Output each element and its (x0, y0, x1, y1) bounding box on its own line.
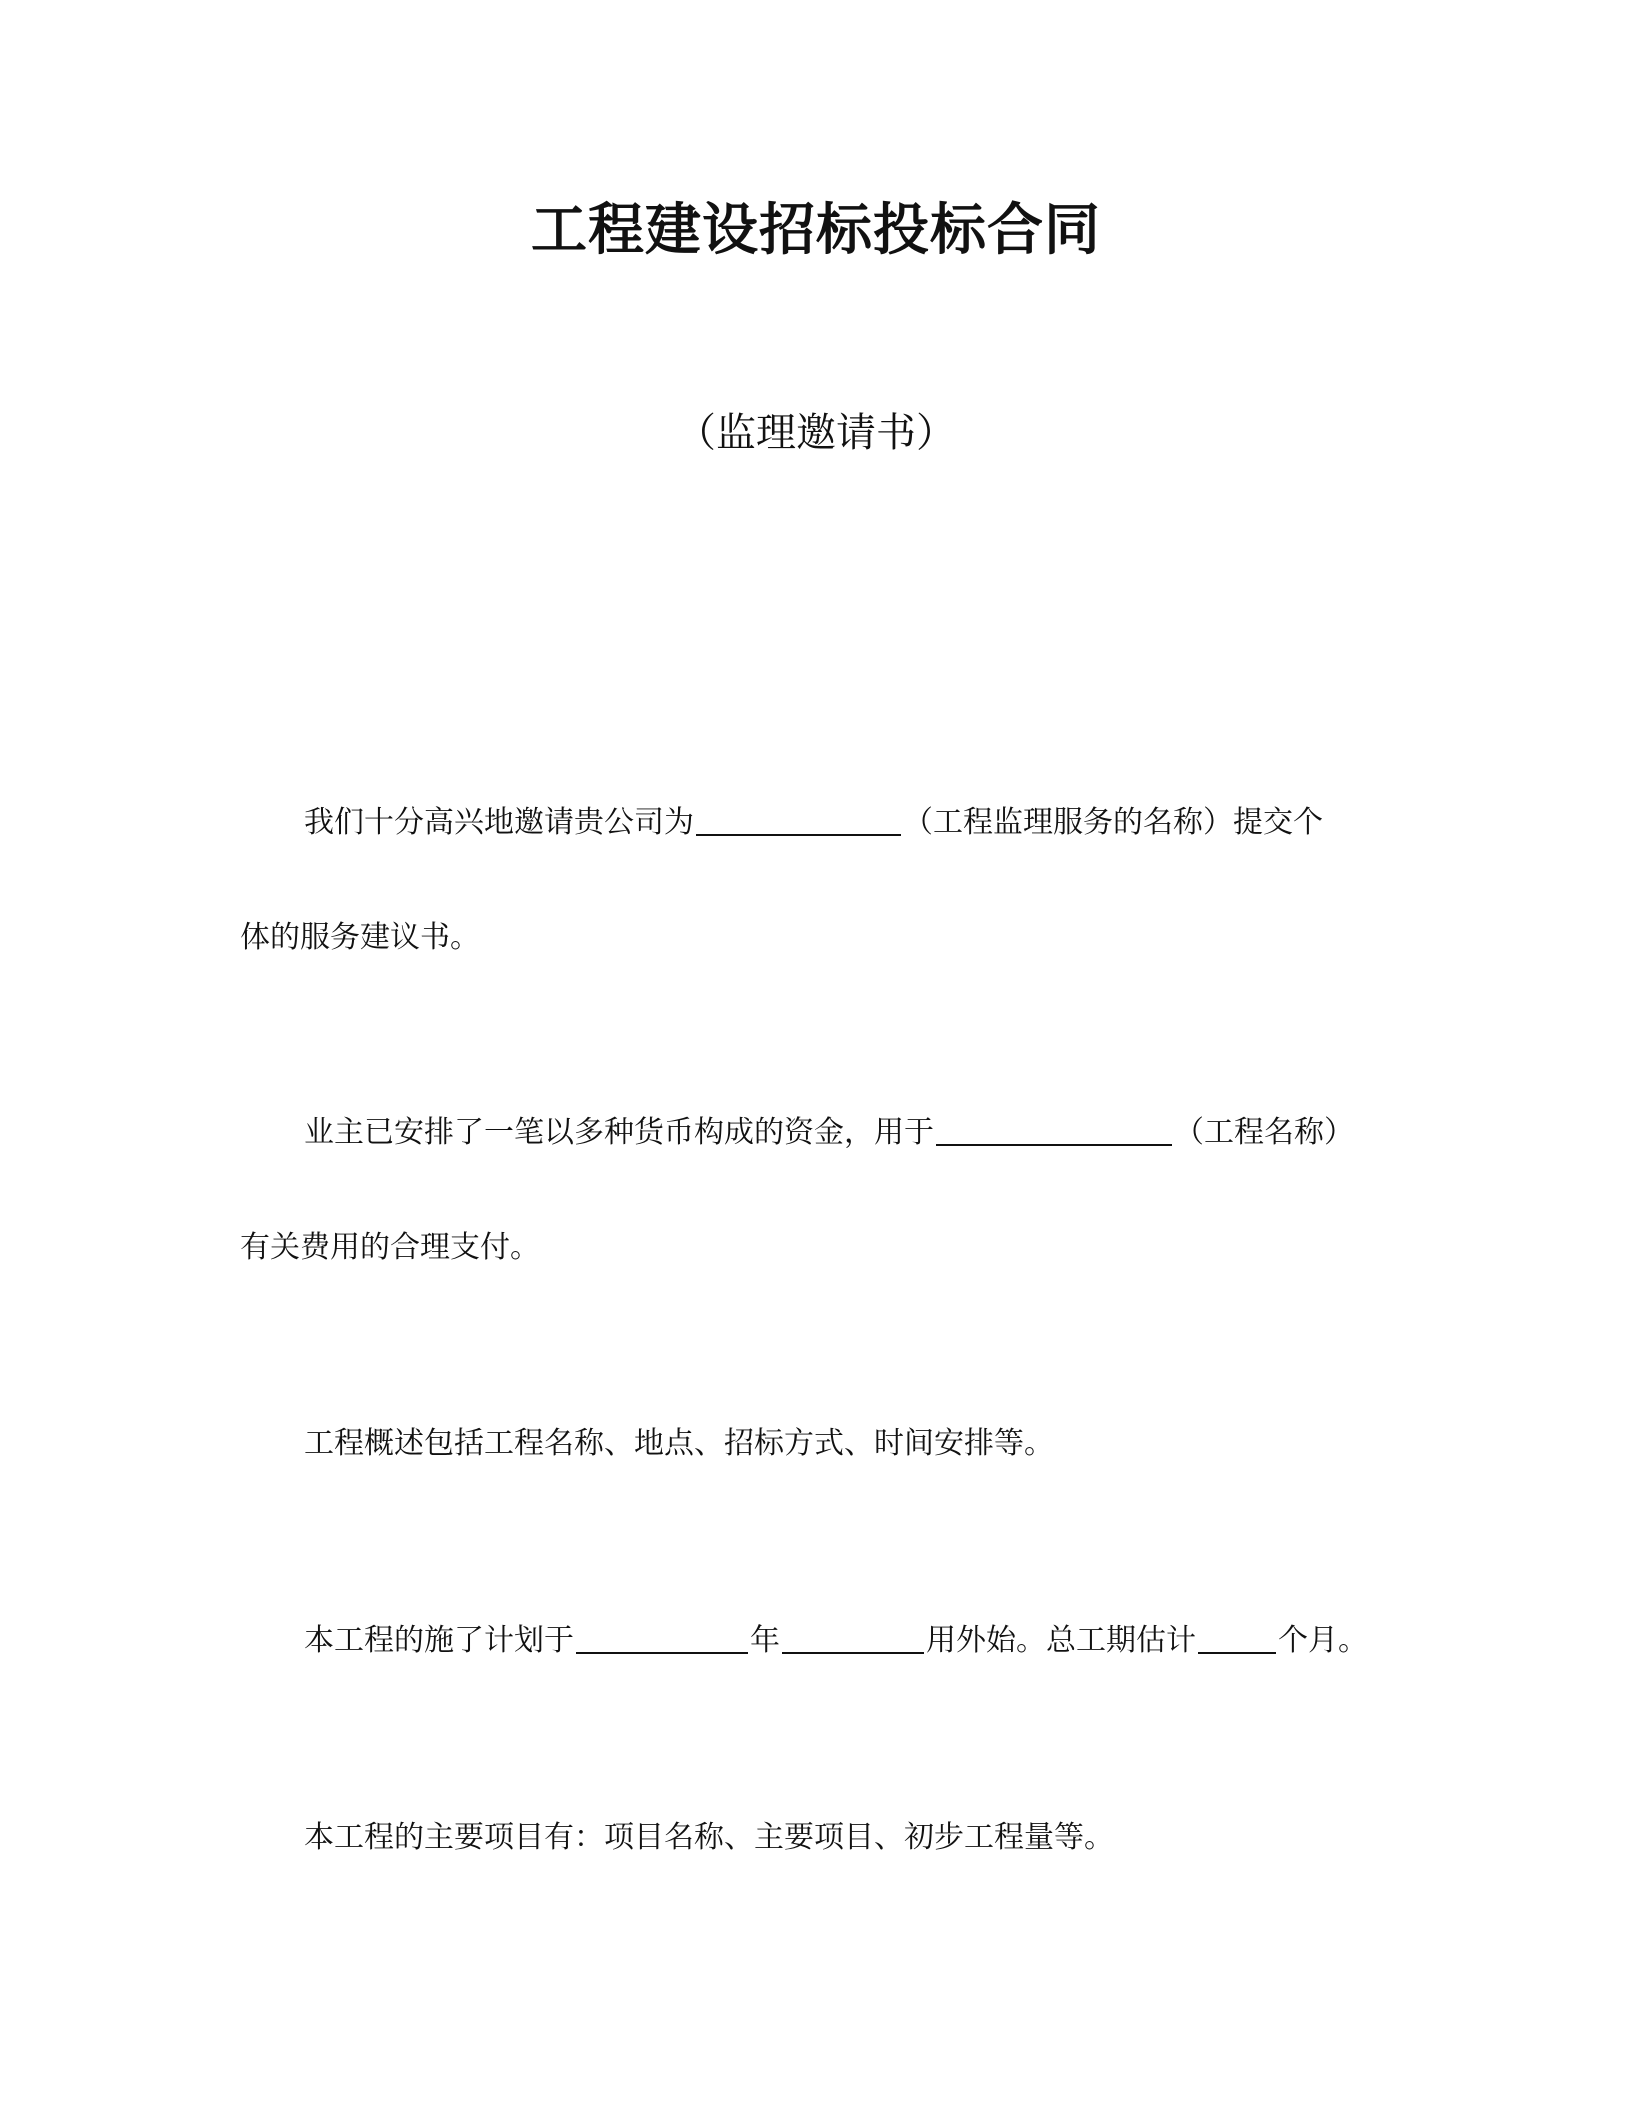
service-name-blank (696, 804, 901, 836)
start-year-blank (576, 1622, 748, 1654)
paragraph-3: 工程概述包括工程名称、地点、招标方式、时间安排等。 (304, 1426, 1054, 1461)
duration-months-blank (1198, 1622, 1276, 1654)
start-month-blank (782, 1622, 924, 1654)
paragraph-1-line-1 (240, 803, 1444, 843)
paragraph-2-line-2: 有关费用的合理支付。 (240, 1230, 540, 1265)
p1-text-before: 我们十分高兴地邀请贵公司为 (304, 805, 694, 840)
p4-seg-2: 年 (750, 1623, 780, 1658)
paragraph-5: 本工程的主要项目有：项目名称、主要项目、初步工程量等。 (304, 1820, 1114, 1855)
project-name-blank (936, 1114, 1172, 1146)
paragraph-2-line-1 (240, 1113, 1444, 1153)
paragraph-1-line-2: 体的服务建议书。 (240, 920, 480, 955)
p1-text-after: （工程监理服务的名称）提交个 (903, 805, 1323, 840)
document-subtitle: （监理邀请书） (676, 410, 956, 456)
document-title: 工程建设招标投标合同 (531, 198, 1101, 263)
p4-seg-3: 用外始。总工期估计 (926, 1623, 1196, 1658)
p4-seg-1: 本工程的施了计划于 (304, 1623, 574, 1658)
p4-seg-4: 个月。 (1278, 1623, 1368, 1658)
paragraph-4 (240, 1621, 1444, 1661)
p2-text-after: （工程名称） (1174, 1115, 1354, 1150)
p2-text-before: 业主已安排了一笔以多种货币构成的资金，用于 (304, 1115, 934, 1150)
